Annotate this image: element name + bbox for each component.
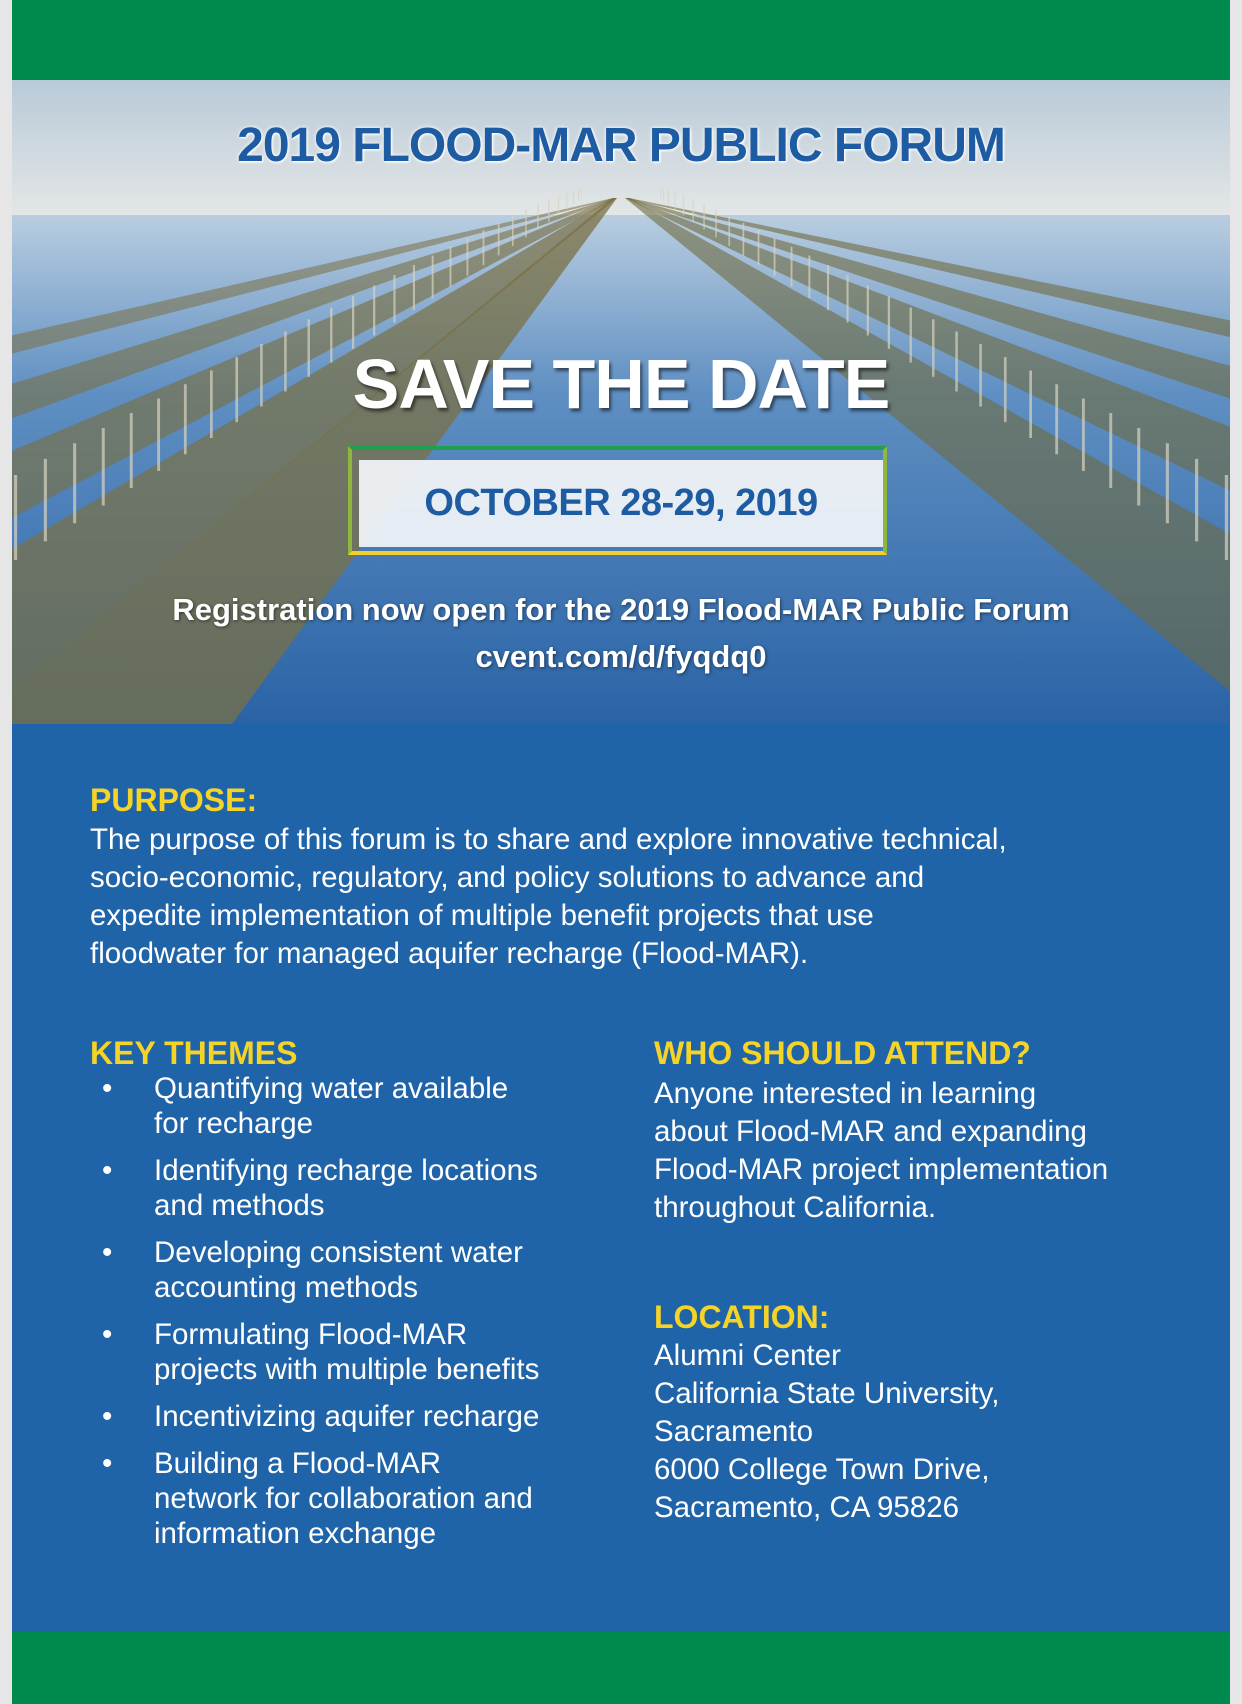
key-theme-item: [90, 1071, 539, 1141]
who-line: throughout California.: [654, 1191, 937, 1224]
registration-text: Registration now open for the 2019 Flood-MAR Public Forum: [172, 592, 1070, 627]
location-line: California State University,: [654, 1377, 1000, 1410]
purpose-line: floodwater for managed aquifer recharge (Flood-MAR).: [90, 937, 809, 970]
location-text: [654, 1337, 999, 1527]
key-theme-line: for recharge: [154, 1107, 314, 1140]
who-line: Anyone interested in learning: [654, 1077, 1037, 1110]
top-green-band: [12, 0, 1230, 80]
event-date: OCTOBER 28-29, 2019: [359, 460, 883, 547]
key-theme-line: and methods: [154, 1189, 325, 1222]
flyer: [12, 0, 1230, 1704]
key-theme-item: [90, 1399, 539, 1434]
location-line: Sacramento, CA 95826: [654, 1491, 960, 1524]
key-theme-line: Developing consistent water: [154, 1236, 523, 1269]
location-heading: LOCATION:: [654, 1299, 830, 1335]
key-themes-heading: KEY THEMES: [90, 1035, 298, 1071]
key-theme-line: accounting methods: [154, 1271, 419, 1304]
location-line: 6000 College Town Drive,: [654, 1453, 990, 1486]
bullet-icon: •: [102, 1400, 113, 1433]
key-theme-item: [90, 1446, 539, 1551]
purpose-line: The purpose of this forum is to share and explore innovative technical,: [90, 823, 1007, 856]
save-the-date-heading: SAVE THE DATE: [352, 345, 890, 423]
key-theme-line: Incentivizing aquifer recharge: [154, 1400, 540, 1433]
who-line: about Flood-MAR and expanding: [654, 1115, 1087, 1148]
bullet-icon: •: [102, 1236, 113, 1269]
location-line: Sacramento: [654, 1415, 814, 1448]
purpose-heading: PURPOSE:: [90, 782, 258, 818]
key-theme-line: information exchange: [154, 1517, 437, 1550]
bottom-green-band: [12, 1632, 1230, 1704]
bullet-icon: •: [102, 1154, 113, 1187]
purpose-text: [90, 821, 1007, 973]
who-should-attend-text: [654, 1075, 1108, 1227]
registration-link[interactable]: cvent.com/d/fyqdq0: [475, 639, 767, 674]
purpose-line: socio-economic, regulatory, and policy solutions to advance and: [90, 861, 925, 894]
key-theme-line: Formulating Flood-MAR: [154, 1318, 468, 1351]
key-theme-line: projects with multiple benefits: [154, 1353, 540, 1386]
who-line: Flood-MAR project implementation: [654, 1153, 1109, 1186]
bullet-icon: •: [102, 1447, 113, 1480]
purpose-line: expedite implementation of multiple benefit projects that use: [90, 899, 874, 932]
bullet-icon: •: [102, 1318, 113, 1351]
key-theme-line: network for collaboration and: [154, 1482, 533, 1515]
key-theme-line: Quantifying water available: [154, 1072, 509, 1105]
key-theme-item: [90, 1317, 539, 1387]
location-line: Alumni Center: [654, 1339, 841, 1372]
forum-title: 2019 FLOOD-MAR PUBLIC FORUM: [237, 119, 1005, 172]
bullet-icon: •: [102, 1072, 113, 1105]
key-theme-line: Building a Flood-MAR: [154, 1447, 441, 1480]
key-theme-item: [90, 1153, 539, 1223]
key-theme-item: [90, 1235, 539, 1305]
who-should-attend-heading: WHO SHOULD ATTEND?: [654, 1035, 1031, 1071]
key-themes-list: [90, 1071, 539, 1563]
key-theme-line: Identifying recharge locations: [154, 1154, 538, 1187]
